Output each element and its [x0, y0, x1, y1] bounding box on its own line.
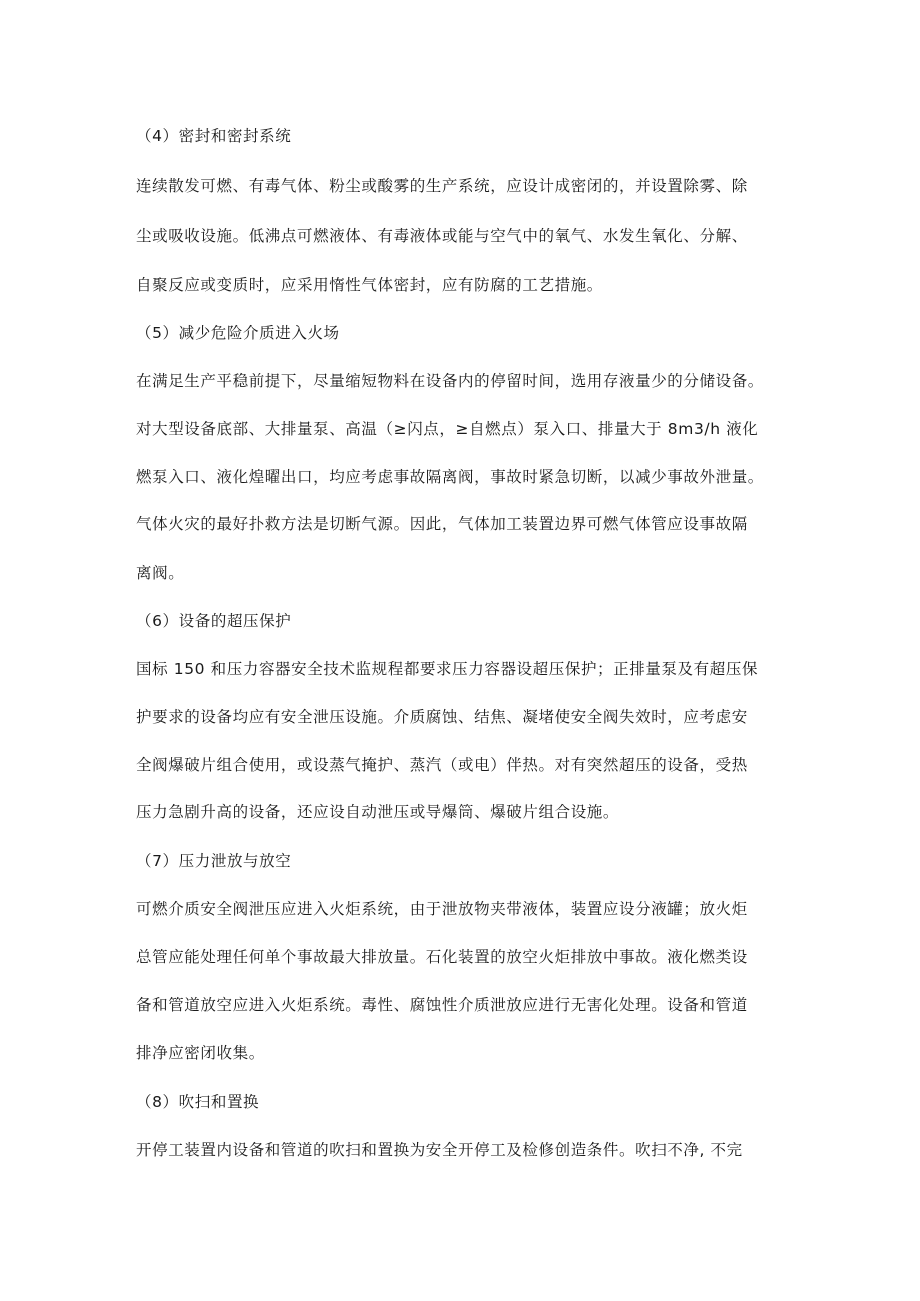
paragraph-line: 压力急剧升高的设备，还应设自动泄压或导爆筒、爆破片组合设施。: [136, 803, 620, 821]
paragraph-line: 国标 150 和压力容器安全技术监规程都要求压力容器设超压保护；正排量泵及有超压保: [136, 660, 759, 678]
section-heading-7: （7）压力泄放与放空: [136, 852, 292, 870]
paragraph-line: 备和管道放空应进入火炬系统。毒性、腐蚀性介质泄放应进行无害化处理。设备和管道: [136, 996, 748, 1014]
paragraph-line: 排净应密闭收集。: [136, 1044, 265, 1062]
paragraph-line: 自聚反应或变质时，应采用惰性气体密封，应有防腐的工艺措施。: [136, 276, 603, 294]
paragraph-line: 燃泵入口、液化煌曜出口，均应考虑事故隔离阀，事故时紧急切断，以减少事故外泄量。: [136, 468, 764, 486]
paragraph-line: 尘或吸收设施。低沸点可燃液体、有毒液体或能与空气中的氧气、水发生氧化、分解、: [136, 227, 748, 245]
paragraph-line: 离阀。: [136, 564, 185, 582]
paragraph-line: 在满足生产平稳前提下，尽量缩短物料在设备内的停留时间，选用存液量少的分储设备。: [136, 372, 764, 390]
paragraph-line: 总管应能处理任何单个事故最大排放量。石化装置的放空火炬排放中事故。液化燃类设: [136, 948, 748, 966]
section-heading-5: （5）减少危险介质进入火场: [136, 324, 340, 342]
paragraph-line: 全阀爆破片组合使用，或设蒸气掩护、蒸汽（或电）伴热。对有突然超压的设备，受热: [136, 756, 748, 774]
paragraph-line: 开停工装置内设备和管道的吹扫和置换为安全开停工及检修创造条件。吹扫不净, 不完: [136, 1141, 743, 1159]
paragraph-line: 对大型设备底部、大排量泵、高温（≥闪点，≥自燃点）泵入口、排量大于 8m3∕h 液化: [136, 420, 759, 438]
paragraph-line: 护要求的设备均应有安全泄压设施。介质腐蚀、结焦、凝堵使安全阀失效时，应考虑安: [136, 708, 748, 726]
paragraph-line: 可燃介质安全阀泄压应进入火炬系统，由于泄放物夹带液体，装置应设分液罐；放火炬: [136, 900, 748, 918]
paragraph-line: 连续散发可燃、有毒气体、粉尘或酸雾的生产系统，应设计成密闭的，并设置除雾、除: [136, 177, 748, 195]
section-heading-8: （8）吹扫和置换: [136, 1093, 260, 1111]
paragraph-line: 气体火灾的最好扑救方法是切断气源。因此，气体加工装置边界可燃气体管应设事故隔: [136, 515, 748, 533]
section-heading-4: （4）密封和密封系统: [136, 127, 292, 145]
section-heading-6: （6）设备的超压保护: [136, 612, 292, 630]
